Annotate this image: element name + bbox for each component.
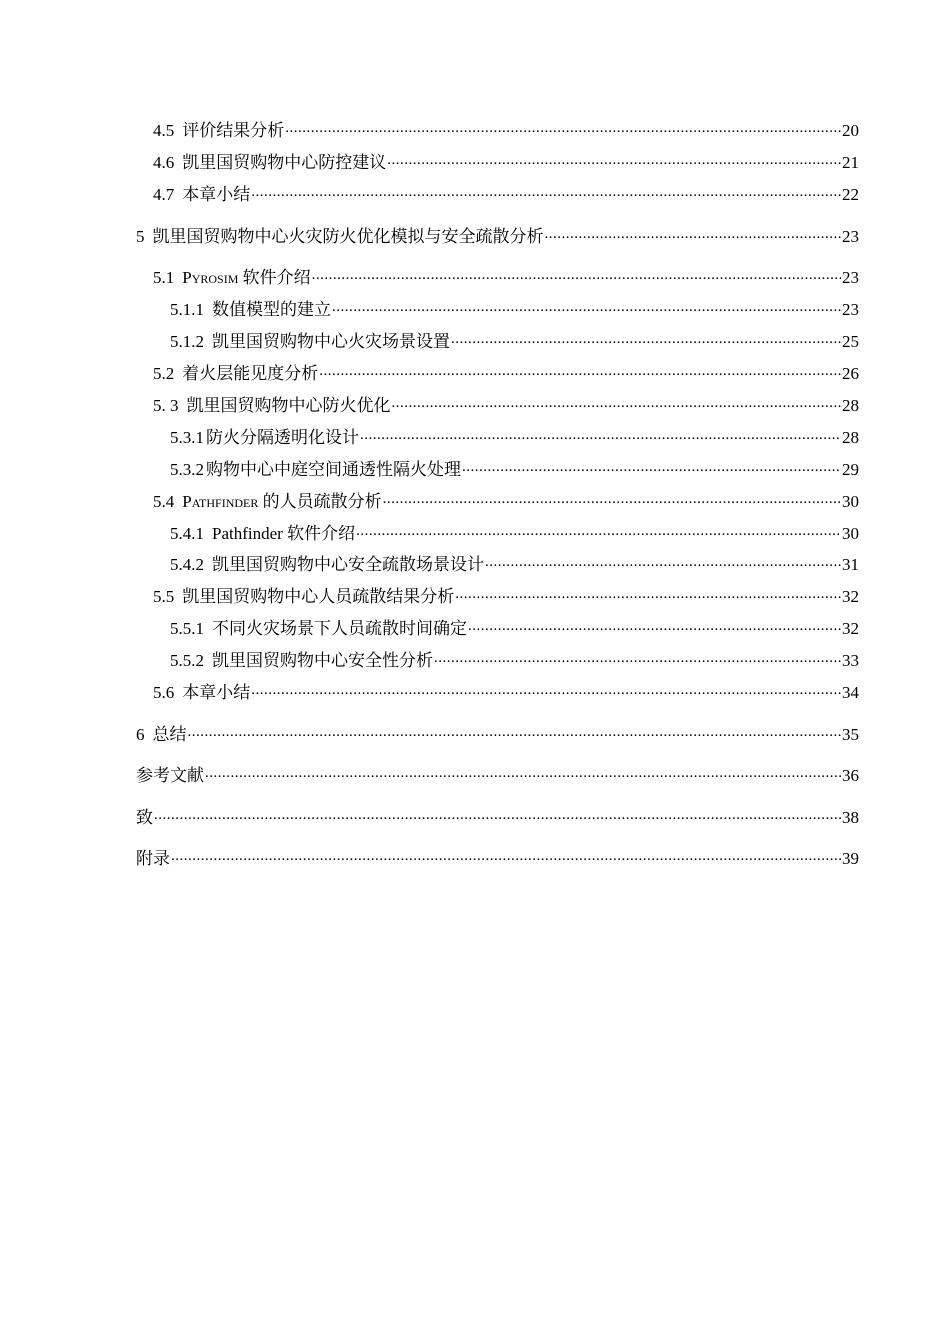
toc-entry-page: 28 [842, 428, 859, 447]
toc-entry-title: 总结 [152, 725, 187, 744]
toc-entry-page: 23 [842, 268, 859, 287]
toc-leader-dots [356, 519, 841, 542]
toc-entry-number: 5.5.2 [170, 651, 204, 670]
toc-entry-page: 35 [842, 725, 859, 744]
toc-entry-5-3-2[interactable] [170, 459, 859, 481]
toc-entry-4-6[interactable] [153, 152, 859, 174]
toc-entry-title-caps: Pathfinder [182, 492, 259, 511]
toc-entry-page: 26 [842, 364, 859, 383]
toc-leader-dots [485, 550, 841, 573]
toc-leader-dots [205, 761, 841, 784]
toc-leader-dots [251, 678, 841, 701]
toc-entry-page: 30 [842, 492, 859, 511]
toc-entry-5-5[interactable] [153, 586, 859, 608]
toc-entry-title: 凯里国贸购物中心火灾防火优化模拟与安全疏散分析 [152, 227, 544, 246]
toc-entry-number: 5.6 [153, 683, 175, 702]
toc-entry-page: 28 [842, 396, 859, 415]
toc-entry-5-5-1[interactable] [170, 618, 859, 640]
toc-entry-5-2[interactable] [153, 363, 859, 385]
toc-entry-number: 4.5 [153, 121, 175, 140]
toc-entry-number: 5.1.1 [170, 300, 204, 319]
toc-entry-page: 23 [842, 300, 859, 319]
toc-entry-page: 23 [842, 227, 859, 246]
toc-entry-title: 着火层能见度分析 [182, 364, 319, 383]
toc-entry-number: 5.4.1 [170, 524, 204, 543]
toc-leader-dots [171, 844, 841, 867]
toc-entry-page: 34 [842, 683, 859, 702]
toc-leader-dots [312, 263, 841, 286]
toc-entry-page: 29 [842, 460, 859, 479]
toc-entry-title: 致 [136, 808, 153, 827]
toc-entry-title: 不同火灾场景下人员疏散时间确定 [212, 619, 467, 638]
toc-entry-number: 5.5.1 [170, 619, 204, 638]
toc-entry-number: 5.1.2 [170, 332, 204, 351]
toc-entry-5-1-2[interactable] [170, 331, 859, 353]
toc-entry-appendix[interactable] [136, 848, 859, 870]
toc-entry-title: 凯里国贸购物中心安全性分析 [212, 651, 433, 670]
toc-entry-5-4-1[interactable] [170, 523, 859, 545]
toc-entry-title: 参考文献 [136, 766, 204, 785]
toc-entry-5-4[interactable] [153, 491, 859, 513]
toc-leader-dots [285, 116, 841, 139]
toc-entry-number: 5.5 [153, 587, 175, 606]
toc-entry-title: Pathfinder 软件介绍 [212, 524, 356, 543]
toc-entry-5-3-1[interactable] [170, 427, 859, 449]
toc-entry-number: 5 [136, 227, 145, 246]
toc-entry-page: 32 [842, 587, 859, 606]
toc-entry-5-6[interactable] [153, 682, 859, 704]
toc-entry-title-rest: 的人员疏散分析 [258, 492, 382, 511]
toc-entry-4-7[interactable] [153, 184, 859, 206]
toc-entry-number: 5. 3 [153, 396, 179, 415]
toc-entry-page: 25 [842, 332, 859, 351]
toc-entry-page: 39 [842, 849, 859, 868]
toc-leader-dots [188, 720, 842, 743]
toc-entry-acknowledgements[interactable] [136, 807, 859, 829]
toc-entry-references[interactable] [136, 765, 859, 787]
toc-leader-dots [468, 614, 841, 637]
toc-leader-dots [319, 359, 841, 382]
toc-entry-title-caps: Pyrosim [182, 268, 239, 287]
toc-entry-6[interactable] [136, 724, 859, 746]
toc-leader-dots [251, 180, 841, 203]
toc-leader-dots [434, 646, 841, 669]
toc-entry-title: 本章小结 [182, 683, 251, 702]
toc-entry-number: 5.4.2 [170, 555, 204, 574]
toc-entry-number: 5.4 [153, 492, 175, 511]
toc-entry-5-3[interactable] [153, 395, 859, 417]
toc-entry-5-1-1[interactable] [170, 299, 859, 321]
toc-entry-title: 评价结果分析 [182, 121, 285, 140]
toc-entry-page: 33 [842, 651, 859, 670]
toc-entry-title: 凯里国贸购物中心防火优化 [186, 396, 391, 415]
toc-entry-4-5[interactable] [153, 120, 859, 142]
toc-leader-dots [332, 295, 841, 318]
toc-entry-title: 凯里国贸购物中心防控建议 [182, 153, 387, 172]
toc-entry-number: 5.3.2 [170, 460, 204, 479]
toc-leader-dots [392, 391, 842, 414]
toc-entry-title: 附录 [136, 849, 170, 868]
toc-entry-title: 本章小结 [182, 185, 251, 204]
toc-leader-dots [455, 582, 841, 605]
toc-entry-title: 数值模型的建立 [212, 300, 331, 319]
toc-leader-dots [387, 148, 841, 171]
toc-entry-title: 防火分隔透明化设计 [206, 428, 359, 447]
toc-entry-5[interactable] [136, 226, 859, 248]
toc-entry-title [182, 267, 310, 289]
toc-entry-number: 5.3.1 [170, 428, 204, 447]
toc-entry-page: 36 [842, 766, 859, 785]
toc-entry-5-4-2[interactable] [170, 554, 859, 576]
toc-entry-number: 6 [136, 725, 145, 744]
toc-entry-page: 22 [842, 185, 859, 204]
toc-entry-title-rest: 软件介绍 [238, 268, 311, 287]
toc-leader-dots [360, 423, 841, 446]
toc-entry-number: 5.2 [153, 364, 175, 383]
toc-leader-dots [383, 487, 841, 510]
toc-entry-title: 凯里国贸购物中心安全疏散场景设计 [212, 555, 484, 574]
toc-entry-page: 21 [842, 153, 859, 172]
toc-leader-dots [462, 455, 841, 478]
toc-entry-title: 购物中心中庭空间通透性隔火处理 [206, 460, 461, 479]
toc-entry-number: 4.6 [153, 153, 175, 172]
toc-entry-page: 31 [842, 555, 859, 574]
toc-entry-5-1[interactable] [153, 267, 859, 289]
toc-leader-dots [154, 803, 841, 826]
toc-entry-title: 凯里国贸购物中心人员疏散结果分析 [182, 587, 455, 606]
toc-leader-dots [451, 327, 841, 350]
toc-entry-title [182, 491, 381, 513]
toc-entry-number: 5.1 [153, 268, 175, 287]
toc-leader-dots [545, 222, 842, 245]
toc-entry-page: 20 [842, 121, 859, 140]
toc-entry-page: 30 [842, 524, 859, 543]
toc-entry-page: 38 [842, 808, 859, 827]
toc-entry-title: 凯里国贸购物中心火灾场景设置 [212, 332, 450, 351]
toc-entry-5-5-2[interactable] [170, 650, 859, 672]
toc-entry-number: 4.7 [153, 185, 175, 204]
toc-entry-page: 32 [842, 619, 859, 638]
